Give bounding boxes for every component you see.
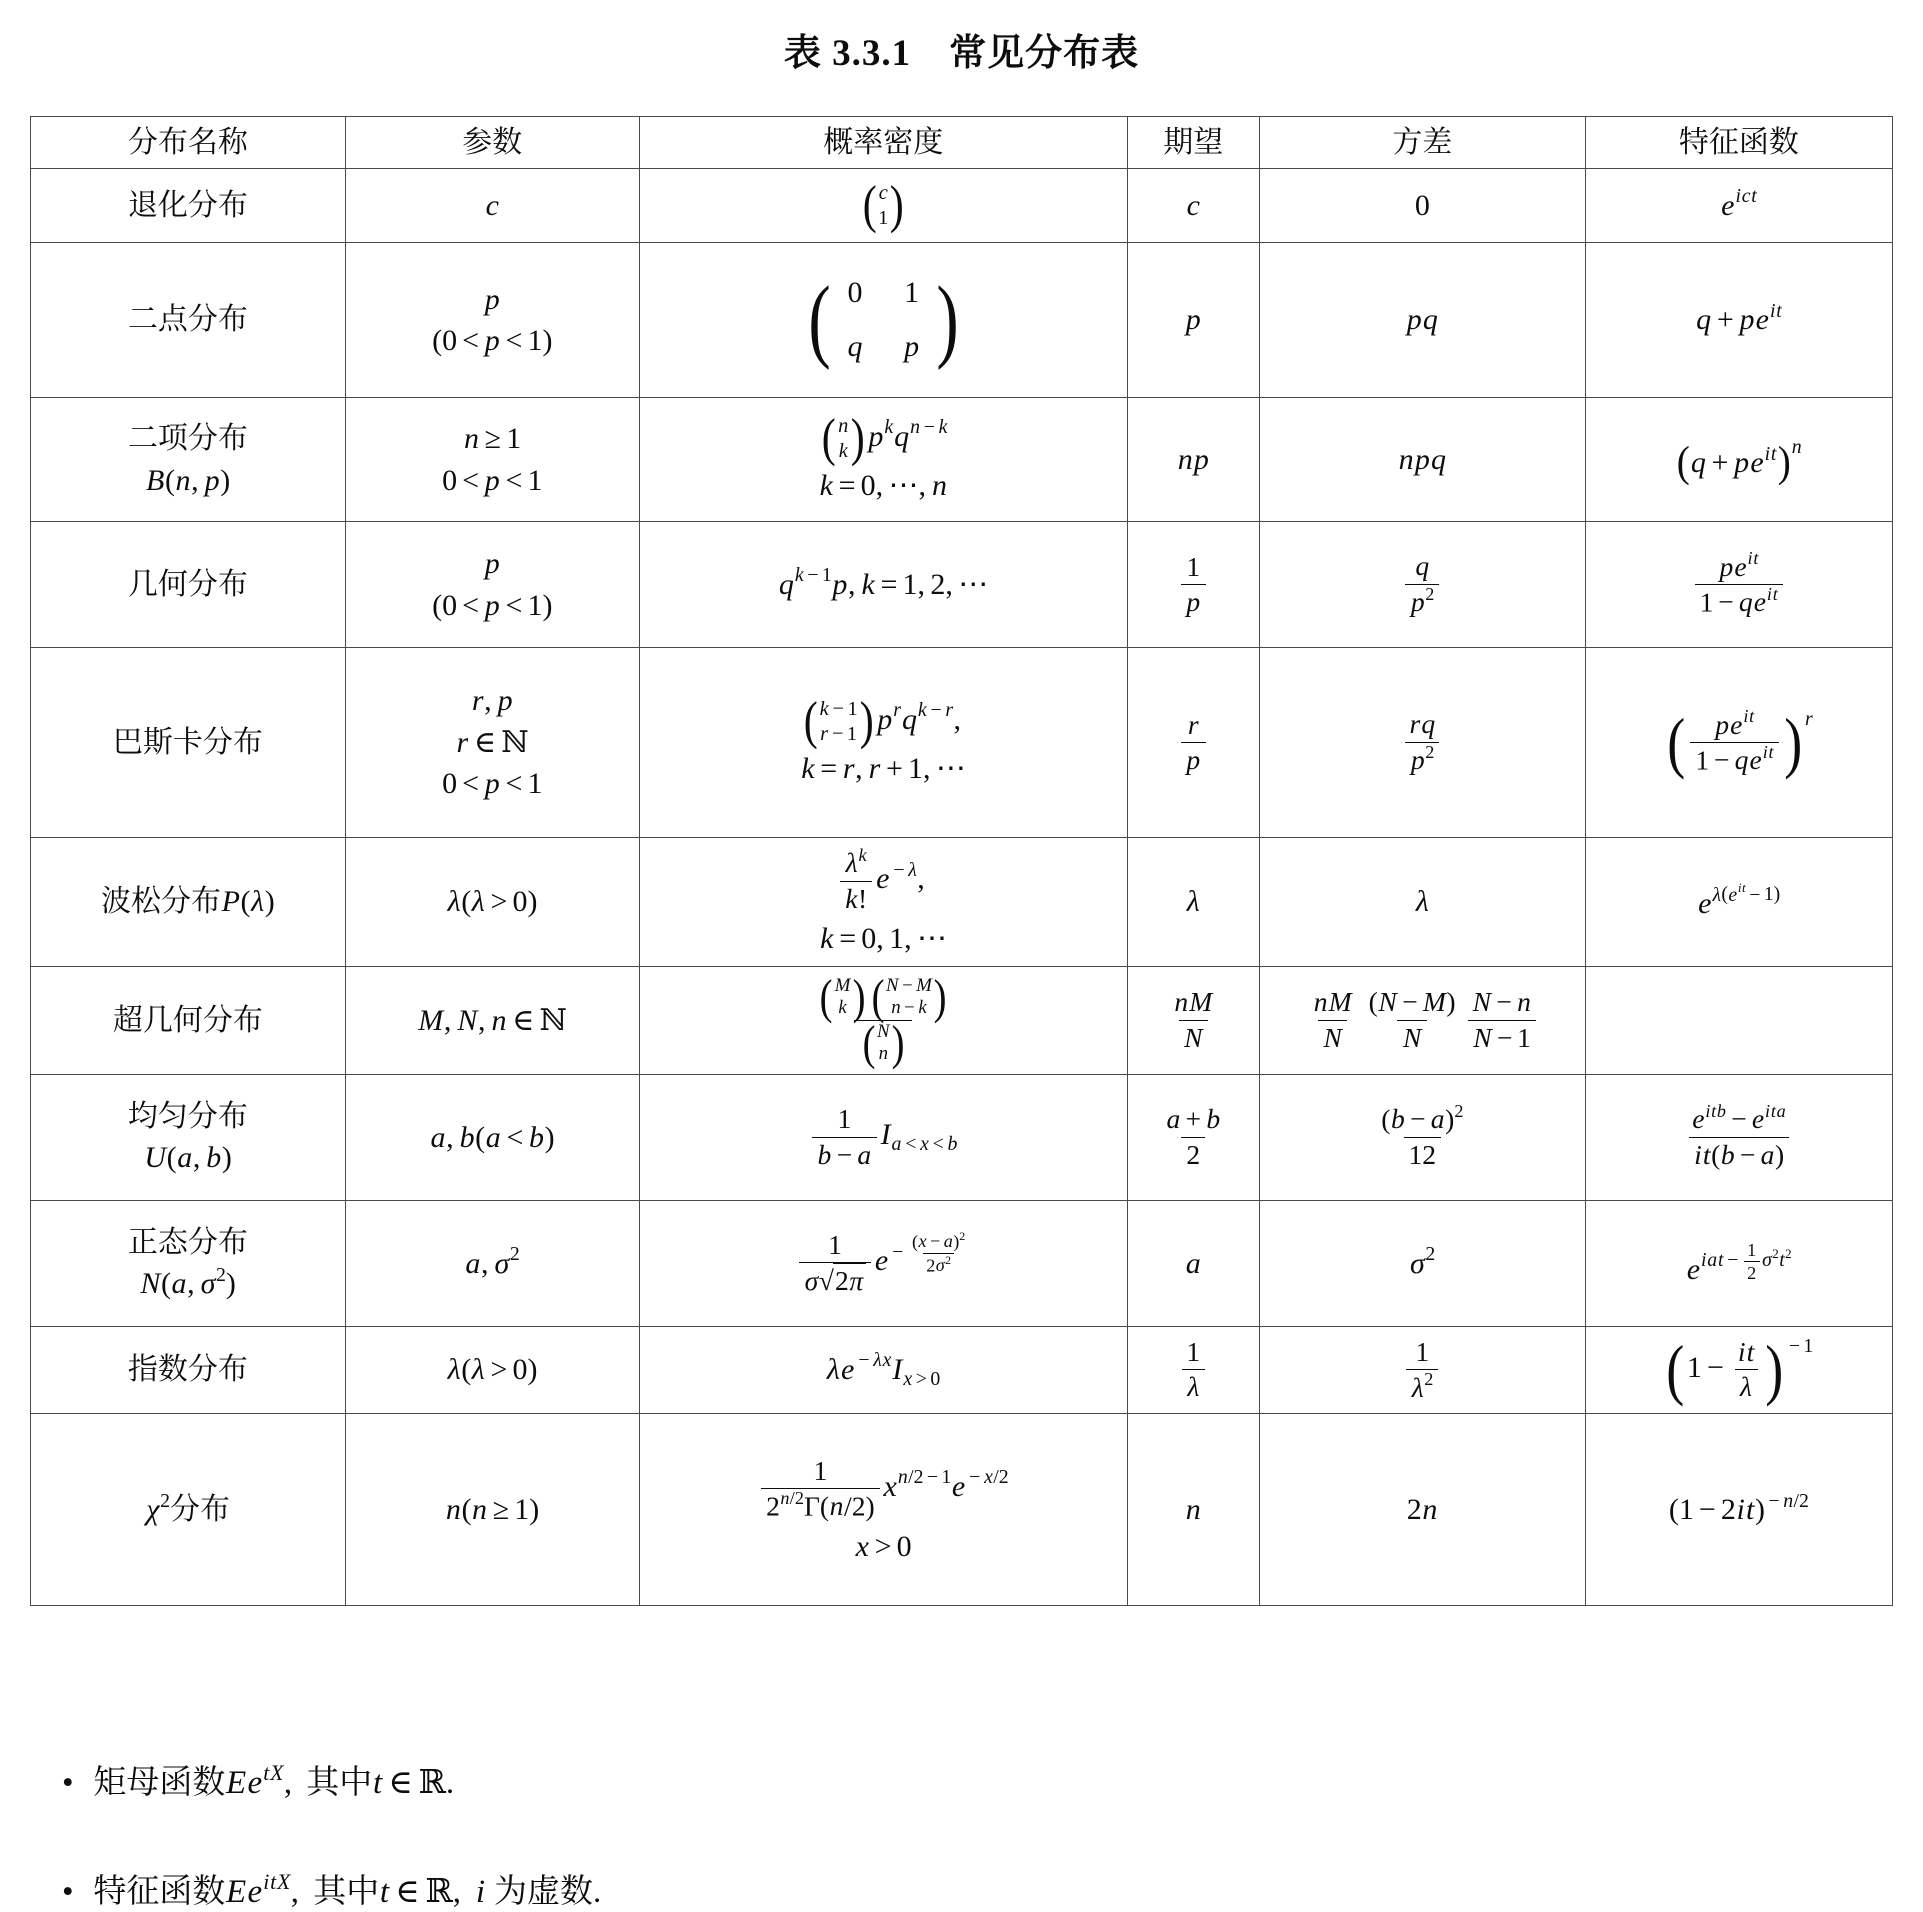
math-line: $\frac{\text{eitb − eita}}{it(b - a)}$ bbox=[1592, 1102, 1886, 1172]
math-line: npq bbox=[1398, 442, 1446, 476]
math-line: c bbox=[485, 188, 499, 222]
math-line: $\frac{\lambda k}{k!}$ e − λ, bbox=[646, 846, 1121, 916]
math-line: $\frac{1}{\sigma√2\pi}$ e − $\frac{(x - a)2}{2\sigma 2}$ bbox=[646, 1228, 1121, 1299]
math-line: k = 0, 1, ⋯ bbox=[820, 922, 947, 956]
cell-distribution-name bbox=[31, 522, 346, 648]
table-row bbox=[31, 838, 1893, 967]
cell-distribution-name bbox=[31, 966, 346, 1074]
cell-characteristic-function bbox=[1585, 966, 1892, 1074]
cell-distribution-name bbox=[31, 169, 346, 243]
cell-characteristic-function bbox=[1585, 838, 1892, 967]
math-line: M, N, n ∈ ℕ bbox=[418, 1003, 567, 1037]
cell-distribution-name bbox=[31, 1326, 346, 1413]
table-header bbox=[31, 117, 1893, 169]
math-line: $\frac{1}{2n/2\Gamma(n/2)}$ xn/2 − 1e − x/2 bbox=[646, 1454, 1121, 1524]
math-line: 指数分布 bbox=[127, 1353, 248, 1387]
cell-probability-density bbox=[639, 398, 1127, 522]
cell-probability-density bbox=[639, 243, 1127, 398]
math-line: λ bbox=[1415, 885, 1429, 919]
cell-characteristic-function bbox=[1585, 522, 1892, 648]
cell-variance bbox=[1259, 648, 1585, 838]
math-line: 0 < p < 1 bbox=[442, 463, 543, 497]
math-line: n(n ≥ 1) bbox=[445, 1492, 540, 1526]
cell-expectation bbox=[1127, 1200, 1259, 1326]
cell-variance bbox=[1259, 169, 1585, 243]
cell-parameters bbox=[345, 398, 639, 522]
header-parameters: 参数 bbox=[345, 117, 639, 169]
math-line: λ(λ > 0) bbox=[447, 885, 538, 919]
cell-characteristic-function bbox=[1585, 1414, 1892, 1606]
math-line: 退化分布 bbox=[127, 188, 248, 222]
math-line: pq bbox=[1406, 303, 1438, 337]
cell-characteristic-function bbox=[1585, 1200, 1892, 1326]
math-line: ( k − 1 r − 1 ) prqk − r, bbox=[803, 692, 961, 751]
math-line: 二点分布 bbox=[127, 303, 248, 337]
table-row bbox=[31, 1414, 1893, 1606]
cell-parameters bbox=[345, 243, 639, 398]
math-line: ( n k ) pkqn − k bbox=[822, 409, 948, 468]
math-line: 均匀分布 bbox=[127, 1099, 248, 1133]
math-line: B(n, p) bbox=[146, 463, 231, 497]
math-line: ( c 1 ) bbox=[862, 176, 905, 235]
table-row bbox=[31, 398, 1893, 522]
math-line: r ∈ ℕ bbox=[456, 725, 529, 759]
note-characteristic-function: • 特征函数EeitX, 其中t ∈ ℝ, i 为虚数. bbox=[62, 1865, 1923, 1912]
math-line: (1 − 2it) − n/2 bbox=[1668, 1489, 1809, 1526]
math-line: eλ(eit − 1) bbox=[1698, 880, 1781, 920]
cell-parameters bbox=[345, 648, 639, 838]
cell-expectation bbox=[1127, 169, 1259, 243]
math-line: k = r, r + 1, ⋯ bbox=[801, 752, 966, 786]
math-line: 几何分布 bbox=[127, 567, 248, 601]
math-line: ( 0 1 q p ) bbox=[808, 267, 959, 371]
cell-parameters bbox=[345, 966, 639, 1074]
math-line: $\frac{1}{\lambda}$ bbox=[1134, 1335, 1253, 1405]
math-line: r, p bbox=[471, 684, 513, 718]
cell-distribution-name bbox=[31, 648, 346, 838]
math-line: $\frac{1}{p}$ bbox=[1134, 550, 1253, 620]
cell-expectation bbox=[1127, 1074, 1259, 1200]
math-line: eict bbox=[1721, 185, 1757, 222]
cell-characteristic-function bbox=[1585, 169, 1892, 243]
math-line: p bbox=[484, 282, 500, 316]
cell-variance bbox=[1259, 398, 1585, 522]
cell-variance bbox=[1259, 1200, 1585, 1326]
math-line: U(a, b) bbox=[144, 1141, 232, 1175]
header-row bbox=[31, 117, 1893, 169]
table-row bbox=[31, 243, 1893, 398]
cell-distribution-name bbox=[31, 1200, 346, 1326]
math-line: ( q + peit ) n bbox=[1676, 435, 1802, 487]
cell-variance bbox=[1259, 1414, 1585, 1606]
cell-expectation bbox=[1127, 648, 1259, 838]
math-line: ( $\frac{\text{peit}}{\text{1 − qeit}}$ ) r bbox=[1666, 704, 1813, 780]
cell-distribution-name bbox=[31, 243, 346, 398]
cell-expectation bbox=[1127, 243, 1259, 398]
cell-expectation bbox=[1127, 966, 1259, 1074]
math-line: $\frac{a + b}{2}$ bbox=[1134, 1102, 1253, 1172]
cell-characteristic-function bbox=[1585, 398, 1892, 522]
cell-variance bbox=[1259, 966, 1585, 1074]
cell-variance bbox=[1259, 838, 1585, 967]
math-line: a bbox=[1185, 1246, 1201, 1280]
math-line: 0 < p < 1 bbox=[442, 767, 543, 801]
math-line: χ2分布 bbox=[146, 1489, 230, 1526]
cell-probability-density bbox=[639, 1414, 1127, 1606]
cell-parameters bbox=[345, 1200, 639, 1326]
math-line: q + peit bbox=[1696, 299, 1782, 337]
math-line: N(a, σ2) bbox=[140, 1264, 236, 1301]
header-probability-density: 概率密度 bbox=[639, 117, 1127, 169]
cell-parameters bbox=[345, 1074, 639, 1200]
cell-expectation bbox=[1127, 1414, 1259, 1606]
math-line: eiat − $\frac{1}{2}$ σ2t2 bbox=[1686, 1239, 1792, 1286]
cell-variance bbox=[1259, 1074, 1585, 1200]
note-moment-generating-function: • 矩母函数EetX, 其中t ∈ ℝ. bbox=[62, 1756, 1923, 1803]
cell-expectation bbox=[1127, 838, 1259, 967]
math-line: p bbox=[1185, 303, 1201, 337]
math-line: $\frac{nM}{N}$ bbox=[1134, 985, 1253, 1055]
notes bbox=[62, 1756, 1923, 1912]
math-line: 波松分布P(λ) bbox=[100, 885, 275, 919]
cell-probability-density bbox=[639, 648, 1127, 838]
cell-probability-density bbox=[639, 1200, 1127, 1326]
math-line: 正态分布 bbox=[127, 1225, 248, 1259]
table-row bbox=[31, 1200, 1893, 1326]
header-distribution-name: 分布名称 bbox=[31, 117, 346, 169]
cell-probability-density bbox=[639, 838, 1127, 967]
math-line: (0 < p < 1) bbox=[432, 588, 553, 622]
math-line: np bbox=[1177, 442, 1209, 476]
cell-characteristic-function bbox=[1585, 1074, 1892, 1200]
math-line: a, b(a < b) bbox=[430, 1120, 555, 1154]
math-line: (0 < p < 1) bbox=[432, 324, 553, 357]
header-variance: 方差 bbox=[1259, 117, 1585, 169]
math-line: $\frac{nM}{N}$ $\frac{(N - M)}{N}$ $\frac{N - n}{N - 1}$ bbox=[1266, 985, 1579, 1055]
math-line: $\frac{r}{p}$ bbox=[1134, 708, 1253, 778]
math-line: $\frac{(b - a)2}{12}$ bbox=[1266, 1102, 1579, 1172]
math-line: n bbox=[1185, 1492, 1201, 1526]
cell-parameters bbox=[345, 838, 639, 967]
math-line: a, σ2 bbox=[465, 1243, 520, 1280]
cell-parameters bbox=[345, 1326, 639, 1413]
page-title: 表 3.3.1 常见分布表 bbox=[783, 33, 1140, 74]
math-line: λe − λxIx > 0 bbox=[826, 1349, 941, 1390]
cell-distribution-name bbox=[31, 838, 346, 967]
cell-probability-density bbox=[639, 169, 1127, 243]
cell-distribution-name bbox=[31, 398, 346, 522]
cell-expectation bbox=[1127, 1326, 1259, 1413]
header-characteristic-function: 特征函数 bbox=[1585, 117, 1892, 169]
distribution-table bbox=[30, 116, 1893, 1606]
cell-probability-density bbox=[639, 522, 1127, 648]
cell-probability-density bbox=[639, 1326, 1127, 1413]
math-line: 0 bbox=[1414, 188, 1430, 222]
table-row bbox=[31, 169, 1893, 243]
cell-distribution-name bbox=[31, 1414, 346, 1606]
math-line: 巴斯卡分布 bbox=[112, 725, 263, 759]
cell-parameters bbox=[345, 169, 639, 243]
math-line: λ bbox=[1186, 885, 1200, 919]
cell-variance bbox=[1259, 1326, 1585, 1413]
cell-parameters bbox=[345, 1414, 639, 1606]
math-line: $\frac{1}{\lambda 2}$ bbox=[1266, 1335, 1579, 1405]
table-row bbox=[31, 966, 1893, 1074]
table-row bbox=[31, 1074, 1893, 1200]
math-line: $\frac{\text{peit}}{\text{1 − qeit}}$ bbox=[1592, 549, 1886, 620]
cell-expectation bbox=[1127, 398, 1259, 522]
math-line: 超几何分布 bbox=[112, 1003, 263, 1037]
math-line: k = 0, ⋯, n bbox=[819, 469, 947, 503]
table-row bbox=[31, 648, 1893, 838]
cell-distribution-name bbox=[31, 1074, 346, 1200]
math-line: n ≥ 1 bbox=[463, 422, 522, 455]
table-row bbox=[31, 522, 1893, 648]
cell-characteristic-function bbox=[1585, 243, 1892, 398]
math-line: qk − 1p, k = 1, 2, ⋯ bbox=[778, 564, 989, 601]
math-line: $\frac{q}{p2}$ bbox=[1266, 549, 1579, 619]
cell-characteristic-function bbox=[1585, 648, 1892, 838]
math-line: 2n bbox=[1406, 1492, 1438, 1526]
cell-variance bbox=[1259, 522, 1585, 648]
math-line: 二项分布 bbox=[127, 422, 248, 455]
math-line: ( M k ) ( N − M n − k ) ( N n ) bbox=[819, 970, 947, 1070]
cell-expectation bbox=[1127, 522, 1259, 648]
table-body bbox=[31, 169, 1893, 1606]
math-line: $\frac{rq}{p2}$ bbox=[1266, 707, 1579, 777]
math-line: $\frac{1}{b - a}$ Ia < x < b bbox=[646, 1102, 1121, 1172]
cell-probability-density bbox=[639, 966, 1127, 1074]
cell-characteristic-function bbox=[1585, 1326, 1892, 1413]
math-line: c bbox=[1186, 188, 1200, 222]
math-line: ( 1 − $\frac{it}{\lambda}$ ) − 1 bbox=[1666, 1332, 1814, 1408]
cell-variance bbox=[1259, 243, 1585, 398]
math-line: σ2 bbox=[1409, 1243, 1436, 1280]
cell-parameters bbox=[345, 522, 639, 648]
math-line: x > 0 bbox=[855, 1529, 912, 1563]
cell-probability-density bbox=[639, 1074, 1127, 1200]
math-line: λ(λ > 0) bbox=[447, 1353, 538, 1387]
math-line: p bbox=[484, 547, 500, 580]
table-row bbox=[31, 1326, 1893, 1413]
header-expectation: 期望 bbox=[1127, 117, 1259, 169]
